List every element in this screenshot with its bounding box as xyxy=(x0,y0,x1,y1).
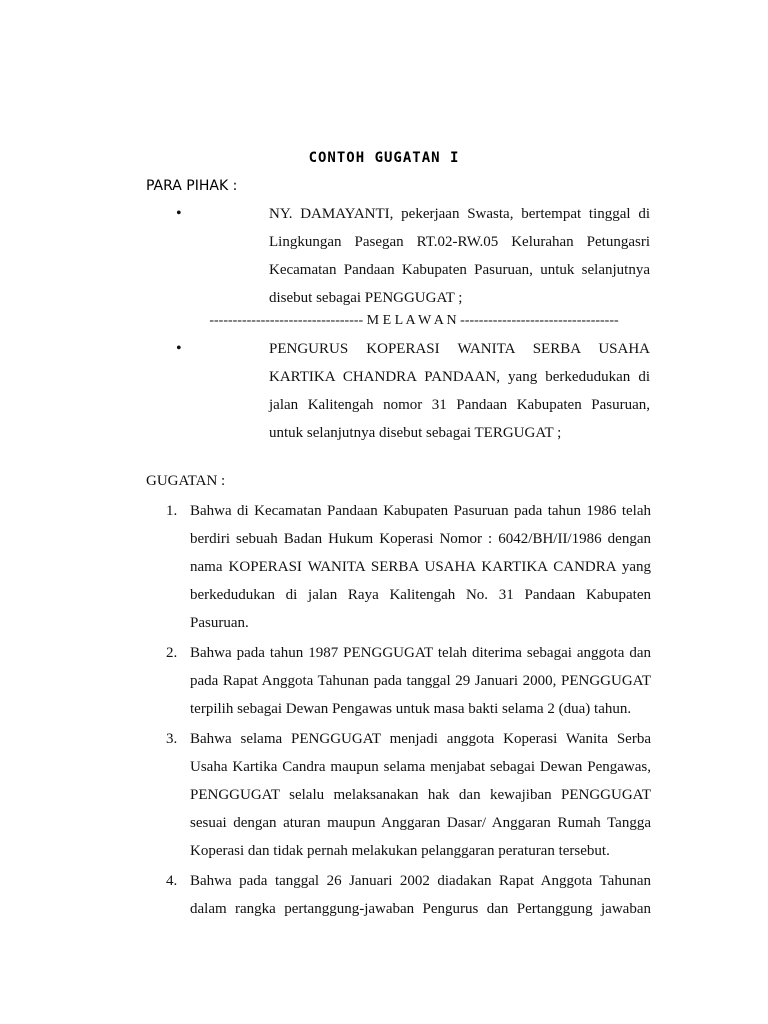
party-line: PENGURUS KOPERASI WANITA SERBA USAHA xyxy=(269,341,650,357)
item-line: Bahwa pada tanggal 26 Januari 2002 diadakan Rapat Anggota Tahunan xyxy=(190,873,651,889)
gugatan-label: GUGATAN : xyxy=(146,473,226,489)
item-line: Koperasi dan tidak pernah melakukan pelanggaran peraturan tersebut. xyxy=(190,843,610,859)
item-line: Bahwa pada tahun 1987 PENGGUGAT telah diterima sebagai anggota dan xyxy=(190,645,651,661)
item-number: 2. xyxy=(166,645,178,661)
party-line: jalan Kalitengah nomor 31 Pandaan Kabupaten Pasuruan, xyxy=(269,397,650,413)
item-line: berdiri sebuah Badan Hukum Koperasi Nomor : 6042/BH/II/1986 dengan xyxy=(190,531,651,547)
para-pihak-label: PARA PIHAK : xyxy=(146,178,238,194)
item-line: Bahwa di Kecamatan Pandaan Kabupaten Pasuruan pada tahun 1986 telah xyxy=(190,503,651,519)
party-line: untuk selanjutnya disebut sebagai TERGUGAT ; xyxy=(269,425,562,441)
party-line: NY. DAMAYANTI, pekerjaan Swasta, bertempat tinggal di xyxy=(269,206,650,222)
item-line: nama KOPERASI WANITA SERBA USAHA KARTIKA CANDRA yang xyxy=(190,559,651,575)
item-line: terpilih sebagai Dewan Pengawas untuk masa bakti selama 2 (dua) tahun. xyxy=(190,701,632,717)
item-line: sesuai dengan aturan maupun Anggaran Dasar/ Anggaran Rumah Tangga xyxy=(190,815,651,831)
item-line: Pasuruan. xyxy=(190,615,249,631)
item-line: Usaha Kartika Candra maupun selama menjabat sebagai Dewan Pengawas, xyxy=(190,759,651,775)
document-title: CONTOH GUGATAN I xyxy=(308,150,460,166)
party-line: Kecamatan Pandaan Kabupaten Pasuruan, untuk selanjutnya xyxy=(269,262,650,278)
party-line: KARTIKA CHANDRA PANDAAN, yang berkedudukan di xyxy=(269,369,650,385)
item-line: dalam rangka pertanggung-jawaban Pengurus dan Pertanggung jawaban xyxy=(190,901,651,917)
item-line: pada Rapat Anggota Tahunan pada tanggal 29 Januari 2000, PENGGUGAT xyxy=(190,673,651,689)
gugatan-list xyxy=(146,497,651,923)
list-item xyxy=(146,639,651,723)
item-line: PENGGUGAT selalu melaksanakan hak dan kewajiban PENGGUGAT xyxy=(190,787,651,803)
item-number: 1. xyxy=(166,503,178,519)
melawan-divider: --------------------------------- M E L A W A N ---------------------------------- xyxy=(209,313,619,328)
list-item xyxy=(146,725,651,865)
party-plaintiff-text xyxy=(269,200,650,312)
item-line: Bahwa selama PENGGUGAT menjadi anggota Koperasi Wanita Serba xyxy=(190,731,651,747)
party-defendant-text xyxy=(269,335,650,447)
item-number: 4. xyxy=(166,873,178,889)
party-line: disebut sebagai PENGGUGAT ; xyxy=(269,290,463,306)
party-line: Lingkungan Pasegan RT.02-RW.05 Kelurahan Petungasri xyxy=(269,234,650,250)
list-item xyxy=(146,497,651,637)
bullet-icon: • xyxy=(176,340,182,357)
item-number: 3. xyxy=(166,731,178,747)
bullet-icon: • xyxy=(176,205,182,222)
item-line: berkedudukan di jalan Raya Kalitengah No. 31 Pandaan Kabupaten xyxy=(190,587,651,603)
list-item xyxy=(146,867,651,923)
